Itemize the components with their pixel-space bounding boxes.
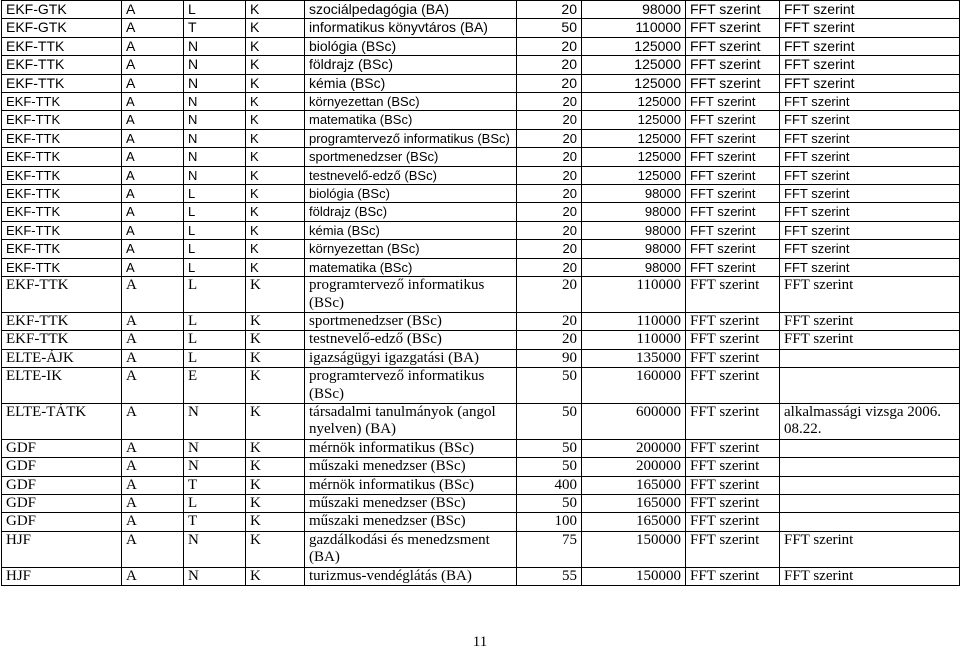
criteria-2-cell <box>780 513 960 531</box>
training-type-cell: A <box>122 368 184 404</box>
institution-code-cell: EKF-TTK <box>2 93 122 111</box>
tuition-fee-cell: 125000 <box>582 148 686 166</box>
level-cell: L <box>184 494 246 512</box>
program-name-cell: környezettan (BSc) <box>305 93 517 111</box>
capacity-cell: 20 <box>517 258 582 276</box>
level-cell: L <box>184 1 246 19</box>
level-cell: N <box>184 93 246 111</box>
page-number: 11 <box>472 634 488 650</box>
training-type-cell: A <box>122 111 184 129</box>
financing-cell: K <box>246 331 305 349</box>
criteria-2-cell: FFT szerint <box>780 277 960 313</box>
institution-code-cell: EKF-TTK <box>2 166 122 184</box>
criteria-1-cell: FFT szerint <box>686 111 780 129</box>
criteria-1-cell: FFT szerint <box>686 531 780 567</box>
tuition-fee-cell: 165000 <box>582 513 686 531</box>
criteria-1-cell: FFT szerint <box>686 1 780 19</box>
program-name-cell: biológia (BSc) <box>305 37 517 55</box>
tuition-fee-cell: 135000 <box>582 349 686 367</box>
table-row <box>2 567 960 585</box>
tuition-fee-cell: 165000 <box>582 494 686 512</box>
institution-code-cell: EKF-TTK <box>2 37 122 55</box>
criteria-2-cell: FFT szerint <box>780 567 960 585</box>
criteria-1-cell: FFT szerint <box>686 476 780 494</box>
capacity-cell: 20 <box>517 111 582 129</box>
level-cell: N <box>184 111 246 129</box>
training-type-cell: A <box>122 240 184 258</box>
training-type-cell: A <box>122 258 184 276</box>
program-name-cell: igazságügyi igazgatási (BA) <box>305 349 517 367</box>
capacity-cell: 20 <box>517 1 582 19</box>
capacity-cell: 100 <box>517 513 582 531</box>
tuition-fee-cell: 98000 <box>582 258 686 276</box>
program-name-cell: programtervező informatikus (BSc) <box>305 368 517 404</box>
capacity-cell: 20 <box>517 129 582 147</box>
program-name-cell: szociálpedagógia (BA) <box>305 1 517 19</box>
level-cell: L <box>184 185 246 203</box>
financing-cell: K <box>246 312 305 330</box>
institution-code-cell: EKF-TTK <box>2 74 122 92</box>
criteria-2-cell: FFT szerint <box>780 531 960 567</box>
institution-code-cell: GDF <box>2 513 122 531</box>
financing-cell: K <box>246 439 305 457</box>
capacity-cell: 50 <box>517 439 582 457</box>
program-name-cell: műszaki menedzser (BSc) <box>305 513 517 531</box>
criteria-1-cell: FFT szerint <box>686 513 780 531</box>
financing-cell: K <box>246 185 305 203</box>
criteria-2-cell <box>780 439 960 457</box>
level-cell: L <box>184 277 246 313</box>
training-type-cell: A <box>122 129 184 147</box>
program-name-cell: informatikus könyvtáros (BA) <box>305 19 517 37</box>
financing-cell: K <box>246 494 305 512</box>
criteria-2-cell: FFT szerint <box>780 93 960 111</box>
admissions-table <box>1 0 960 586</box>
program-name-cell: kémia (BSc) <box>305 221 517 239</box>
criteria-2-cell: FFT szerint <box>780 19 960 37</box>
criteria-1-cell: FFT szerint <box>686 37 780 55</box>
table-row <box>2 203 960 221</box>
training-type-cell: A <box>122 166 184 184</box>
financing-cell: K <box>246 240 305 258</box>
institution-code-cell: GDF <box>2 439 122 457</box>
training-type-cell: A <box>122 567 184 585</box>
institution-code-cell: GDF <box>2 476 122 494</box>
capacity-cell: 50 <box>517 368 582 404</box>
table-row <box>2 93 960 111</box>
capacity-cell: 50 <box>517 403 582 439</box>
criteria-1-cell: FFT szerint <box>686 403 780 439</box>
capacity-cell: 20 <box>517 331 582 349</box>
tuition-fee-cell: 125000 <box>582 74 686 92</box>
table-row <box>2 476 960 494</box>
criteria-2-cell <box>780 494 960 512</box>
financing-cell: K <box>246 129 305 147</box>
criteria-2-cell <box>780 458 960 476</box>
training-type-cell: A <box>122 56 184 74</box>
criteria-2-cell: FFT szerint <box>780 203 960 221</box>
capacity-cell: 50 <box>517 494 582 512</box>
table-row <box>2 331 960 349</box>
criteria-1-cell: FFT szerint <box>686 439 780 457</box>
table-row <box>2 148 960 166</box>
training-type-cell: A <box>122 1 184 19</box>
financing-cell: K <box>246 513 305 531</box>
capacity-cell: 20 <box>517 312 582 330</box>
training-type-cell: A <box>122 531 184 567</box>
criteria-2-cell: alkalmassági vizsga 2006. 08.22. <box>780 403 960 439</box>
financing-cell: K <box>246 148 305 166</box>
table-row <box>2 458 960 476</box>
level-cell: T <box>184 476 246 494</box>
capacity-cell: 20 <box>517 277 582 313</box>
table-row <box>2 166 960 184</box>
criteria-1-cell: FFT szerint <box>686 129 780 147</box>
level-cell: N <box>184 531 246 567</box>
program-name-cell: matematika (BSc) <box>305 258 517 276</box>
table-row <box>2 513 960 531</box>
financing-cell: K <box>246 368 305 404</box>
level-cell: L <box>184 349 246 367</box>
level-cell: N <box>184 148 246 166</box>
tuition-fee-cell: 110000 <box>582 19 686 37</box>
level-cell: L <box>184 221 246 239</box>
tuition-fee-cell: 98000 <box>582 240 686 258</box>
table-row <box>2 531 960 567</box>
criteria-1-cell: FFT szerint <box>686 277 780 313</box>
training-type-cell: A <box>122 458 184 476</box>
level-cell: N <box>184 56 246 74</box>
capacity-cell: 50 <box>517 19 582 37</box>
criteria-1-cell: FFT szerint <box>686 74 780 92</box>
criteria-1-cell: FFT szerint <box>686 331 780 349</box>
institution-code-cell: EKF-TTK <box>2 221 122 239</box>
level-cell: L <box>184 240 246 258</box>
institution-code-cell: HJF <box>2 567 122 585</box>
institution-code-cell: EKF-TTK <box>2 258 122 276</box>
institution-code-cell: EKF-TTK <box>2 312 122 330</box>
table-row <box>2 1 960 19</box>
level-cell: N <box>184 439 246 457</box>
tuition-fee-cell: 150000 <box>582 531 686 567</box>
table-row <box>2 277 960 313</box>
institution-code-cell: EKF-TTK <box>2 129 122 147</box>
program-name-cell: programtervező informatikus (BSc) <box>305 277 517 313</box>
criteria-2-cell: FFT szerint <box>780 1 960 19</box>
table-row <box>2 240 960 258</box>
capacity-cell: 75 <box>517 531 582 567</box>
institution-code-cell: ELTE-ÁJK <box>2 349 122 367</box>
training-type-cell: A <box>122 93 184 111</box>
program-name-cell: környezettan (BSc) <box>305 240 517 258</box>
program-name-cell: társadalmi tanulmányok (angol nyelven) (BA) <box>305 403 517 439</box>
financing-cell: K <box>246 37 305 55</box>
financing-cell: K <box>246 531 305 567</box>
institution-code-cell: EKF-TTK <box>2 240 122 258</box>
level-cell: T <box>184 19 246 37</box>
program-name-cell: matematika (BSc) <box>305 111 517 129</box>
capacity-cell: 20 <box>517 221 582 239</box>
capacity-cell: 55 <box>517 567 582 585</box>
financing-cell: K <box>246 19 305 37</box>
table-row <box>2 74 960 92</box>
table-row <box>2 258 960 276</box>
capacity-cell: 20 <box>517 56 582 74</box>
institution-code-cell: ELTE-IK <box>2 368 122 404</box>
institution-code-cell: EKF-GTK <box>2 1 122 19</box>
financing-cell: K <box>246 349 305 367</box>
program-name-cell: sportmenedzser (BSc) <box>305 148 517 166</box>
institution-code-cell: GDF <box>2 494 122 512</box>
institution-code-cell: EKF-TTK <box>2 277 122 313</box>
program-name-cell: földrajz (BSc) <box>305 203 517 221</box>
training-type-cell: A <box>122 74 184 92</box>
program-name-cell: mérnök informatikus (BSc) <box>305 476 517 494</box>
training-type-cell: A <box>122 312 184 330</box>
capacity-cell: 400 <box>517 476 582 494</box>
criteria-2-cell <box>780 349 960 367</box>
program-name-cell: műszaki menedzser (BSc) <box>305 494 517 512</box>
tuition-fee-cell: 110000 <box>582 331 686 349</box>
table-row <box>2 19 960 37</box>
tuition-fee-cell: 600000 <box>582 403 686 439</box>
criteria-1-cell: FFT szerint <box>686 312 780 330</box>
criteria-1-cell: FFT szerint <box>686 258 780 276</box>
table-row <box>2 129 960 147</box>
tuition-fee-cell: 125000 <box>582 56 686 74</box>
training-type-cell: A <box>122 476 184 494</box>
training-type-cell: A <box>122 19 184 37</box>
training-type-cell: A <box>122 148 184 166</box>
table-row <box>2 494 960 512</box>
tuition-fee-cell: 98000 <box>582 185 686 203</box>
criteria-1-cell: FFT szerint <box>686 185 780 203</box>
criteria-1-cell: FFT szerint <box>686 458 780 476</box>
program-name-cell: turizmus-vendéglátás (BA) <box>305 567 517 585</box>
institution-code-cell: ELTE-TÁTK <box>2 403 122 439</box>
training-type-cell: A <box>122 185 184 203</box>
table-row <box>2 368 960 404</box>
table-row <box>2 403 960 439</box>
level-cell: N <box>184 129 246 147</box>
capacity-cell: 20 <box>517 166 582 184</box>
institution-code-cell: EKF-TTK <box>2 148 122 166</box>
criteria-2-cell <box>780 476 960 494</box>
training-type-cell: A <box>122 439 184 457</box>
program-name-cell: programtervező informatikus (BSc) <box>305 129 517 147</box>
criteria-1-cell: FFT szerint <box>686 148 780 166</box>
capacity-cell: 20 <box>517 185 582 203</box>
institution-code-cell: EKF-TTK <box>2 111 122 129</box>
capacity-cell: 20 <box>517 37 582 55</box>
table-row <box>2 37 960 55</box>
financing-cell: K <box>246 74 305 92</box>
tuition-fee-cell: 110000 <box>582 277 686 313</box>
tuition-fee-cell: 125000 <box>582 129 686 147</box>
program-name-cell: mérnök informatikus (BSc) <box>305 439 517 457</box>
table-row <box>2 312 960 330</box>
capacity-cell: 50 <box>517 458 582 476</box>
program-name-cell: kémia (BSc) <box>305 74 517 92</box>
criteria-1-cell: FFT szerint <box>686 56 780 74</box>
institution-code-cell: HJF <box>2 531 122 567</box>
program-name-cell: műszaki menedzser (BSc) <box>305 458 517 476</box>
tuition-fee-cell: 125000 <box>582 111 686 129</box>
training-type-cell: A <box>122 331 184 349</box>
training-type-cell: A <box>122 277 184 313</box>
criteria-1-cell: FFT szerint <box>686 221 780 239</box>
institution-code-cell: EKF-TTK <box>2 56 122 74</box>
capacity-cell: 20 <box>517 74 582 92</box>
criteria-2-cell: FFT szerint <box>780 148 960 166</box>
tuition-fee-cell: 160000 <box>582 368 686 404</box>
financing-cell: K <box>246 93 305 111</box>
criteria-2-cell: FFT szerint <box>780 56 960 74</box>
program-name-cell: biológia (BSc) <box>305 185 517 203</box>
program-name-cell: gazdálkodási és menedzsment (BA) <box>305 531 517 567</box>
training-type-cell: A <box>122 203 184 221</box>
criteria-1-cell: FFT szerint <box>686 166 780 184</box>
table-row <box>2 56 960 74</box>
financing-cell: K <box>246 221 305 239</box>
tuition-fee-cell: 125000 <box>582 93 686 111</box>
capacity-cell: 20 <box>517 148 582 166</box>
financing-cell: K <box>246 56 305 74</box>
training-type-cell: A <box>122 349 184 367</box>
table-row <box>2 221 960 239</box>
tuition-fee-cell: 125000 <box>582 166 686 184</box>
financing-cell: K <box>246 166 305 184</box>
training-type-cell: A <box>122 513 184 531</box>
tuition-fee-cell: 150000 <box>582 567 686 585</box>
training-type-cell: A <box>122 494 184 512</box>
program-name-cell: földrajz (BSc) <box>305 56 517 74</box>
criteria-2-cell: FFT szerint <box>780 240 960 258</box>
tuition-fee-cell: 200000 <box>582 439 686 457</box>
criteria-1-cell: FFT szerint <box>686 567 780 585</box>
criteria-2-cell: FFT szerint <box>780 258 960 276</box>
tuition-fee-cell: 98000 <box>582 221 686 239</box>
criteria-1-cell: FFT szerint <box>686 19 780 37</box>
level-cell: N <box>184 74 246 92</box>
institution-code-cell: EKF-GTK <box>2 19 122 37</box>
financing-cell: K <box>246 203 305 221</box>
financing-cell: K <box>246 403 305 439</box>
level-cell: N <box>184 403 246 439</box>
institution-code-cell: EKF-TTK <box>2 185 122 203</box>
table-row <box>2 111 960 129</box>
level-cell: L <box>184 258 246 276</box>
level-cell: E <box>184 368 246 404</box>
tuition-fee-cell: 110000 <box>582 312 686 330</box>
table-row <box>2 439 960 457</box>
financing-cell: K <box>246 277 305 313</box>
criteria-1-cell: FFT szerint <box>686 93 780 111</box>
program-name-cell: testnevelő-edző (BSc) <box>305 331 517 349</box>
capacity-cell: 20 <box>517 93 582 111</box>
table-body <box>2 1 960 586</box>
financing-cell: K <box>246 476 305 494</box>
institution-code-cell: GDF <box>2 458 122 476</box>
financing-cell: K <box>246 458 305 476</box>
institution-code-cell: EKF-TTK <box>2 203 122 221</box>
tuition-fee-cell: 98000 <box>582 203 686 221</box>
criteria-2-cell: FFT szerint <box>780 129 960 147</box>
financing-cell: K <box>246 258 305 276</box>
tuition-fee-cell: 200000 <box>582 458 686 476</box>
financing-cell: K <box>246 567 305 585</box>
level-cell: N <box>184 567 246 585</box>
level-cell: N <box>184 37 246 55</box>
level-cell: T <box>184 513 246 531</box>
criteria-2-cell <box>780 368 960 404</box>
criteria-2-cell: FFT szerint <box>780 312 960 330</box>
criteria-2-cell: FFT szerint <box>780 331 960 349</box>
level-cell: L <box>184 203 246 221</box>
institution-code-cell: EKF-TTK <box>2 331 122 349</box>
criteria-2-cell: FFT szerint <box>780 74 960 92</box>
training-type-cell: A <box>122 403 184 439</box>
level-cell: L <box>184 331 246 349</box>
table-row <box>2 349 960 367</box>
criteria-2-cell: FFT szerint <box>780 185 960 203</box>
criteria-2-cell: FFT szerint <box>780 111 960 129</box>
criteria-2-cell: FFT szerint <box>780 221 960 239</box>
tuition-fee-cell: 98000 <box>582 1 686 19</box>
financing-cell: K <box>246 1 305 19</box>
level-cell: N <box>184 458 246 476</box>
capacity-cell: 20 <box>517 203 582 221</box>
capacity-cell: 20 <box>517 240 582 258</box>
criteria-1-cell: FFT szerint <box>686 368 780 404</box>
criteria-1-cell: FFT szerint <box>686 494 780 512</box>
program-name-cell: sportmenedzser (BSc) <box>305 312 517 330</box>
training-type-cell: A <box>122 37 184 55</box>
level-cell: N <box>184 166 246 184</box>
criteria-1-cell: FFT szerint <box>686 240 780 258</box>
capacity-cell: 90 <box>517 349 582 367</box>
criteria-2-cell: FFT szerint <box>780 166 960 184</box>
tuition-fee-cell: 125000 <box>582 37 686 55</box>
program-name-cell: testnevelő-edző (BSc) <box>305 166 517 184</box>
training-type-cell: A <box>122 221 184 239</box>
criteria-1-cell: FFT szerint <box>686 203 780 221</box>
financing-cell: K <box>246 111 305 129</box>
criteria-2-cell: FFT szerint <box>780 37 960 55</box>
level-cell: L <box>184 312 246 330</box>
table-row <box>2 185 960 203</box>
criteria-1-cell: FFT szerint <box>686 349 780 367</box>
tuition-fee-cell: 165000 <box>582 476 686 494</box>
